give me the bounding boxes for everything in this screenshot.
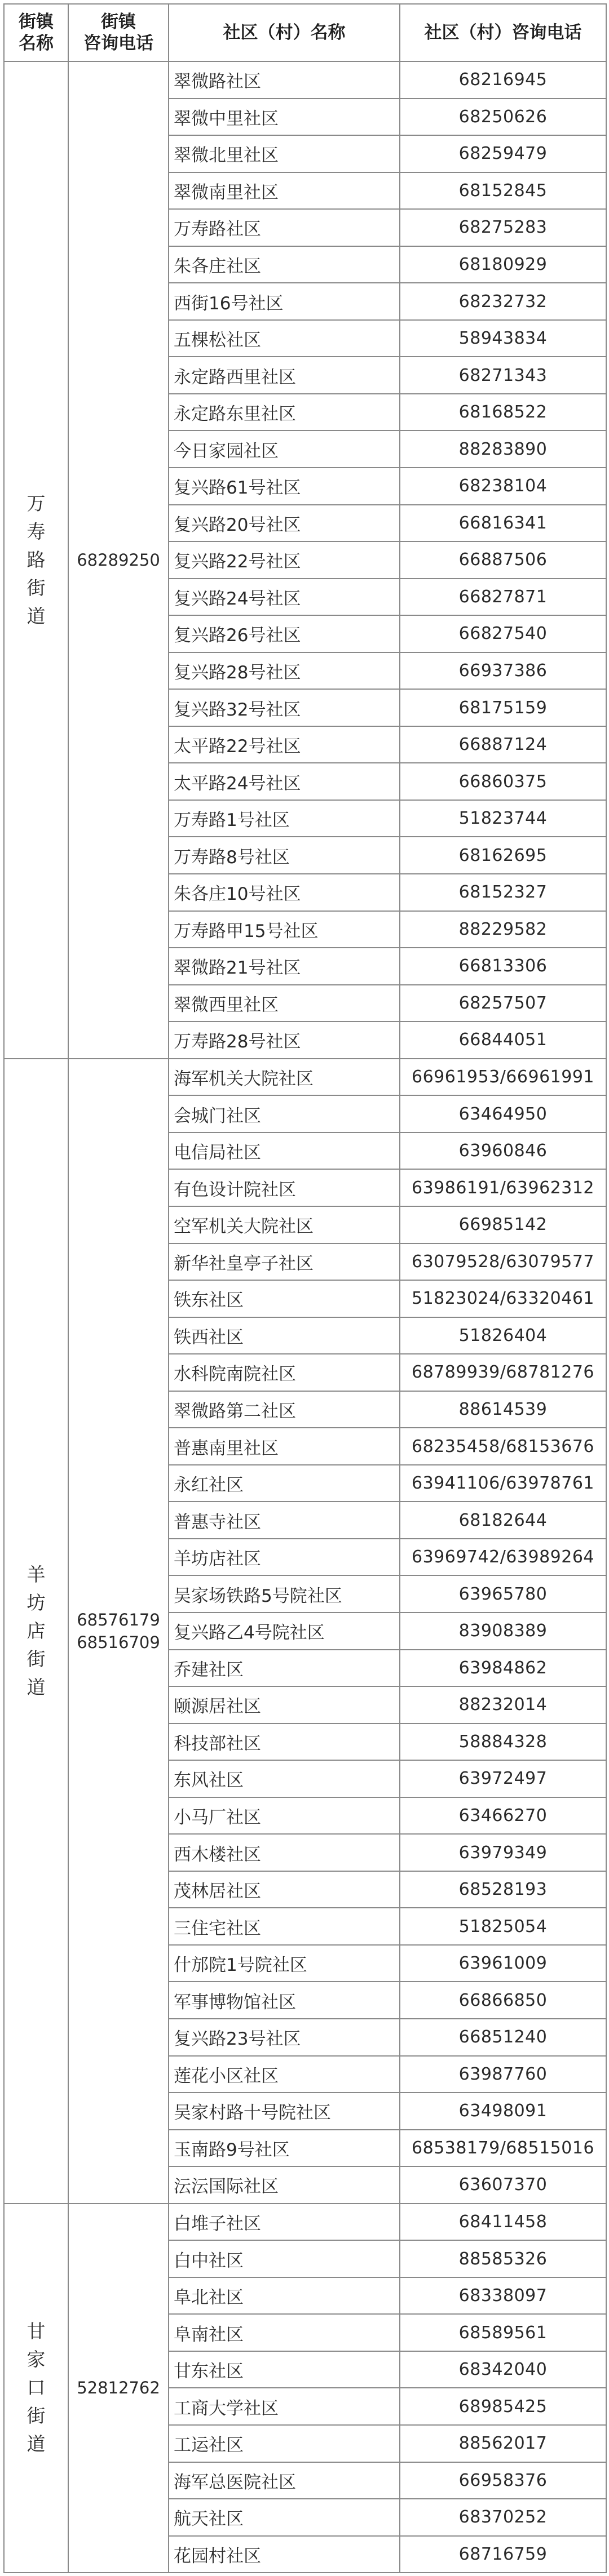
community-name: 白中社区 (169, 2240, 400, 2277)
community-phone: 63960846 (400, 1132, 606, 1170)
community-name: 复兴路22号社区 (169, 541, 400, 579)
community-phone: 68257507 (400, 985, 606, 1022)
district-name-cell (4, 1059, 68, 2204)
community-phone: 66866850 (400, 1982, 606, 2019)
community-name: 复兴路乙4号院社区 (169, 1613, 400, 1650)
community-phone: 66851240 (400, 2019, 606, 2056)
community-phone: 66860375 (400, 763, 606, 800)
community-phone: 66985142 (400, 1206, 606, 1243)
community-phone: 68175159 (400, 689, 606, 726)
community-phone: 68528193 (400, 1871, 606, 1908)
community-name: 科技部社区 (169, 1724, 400, 1761)
community-phone: 63965780 (400, 1575, 606, 1613)
community-name: 复兴路20号社区 (169, 505, 400, 542)
community-phone: 68238104 (400, 468, 606, 505)
district-name-char: 道 (27, 2433, 46, 2455)
community-phone: 66887506 (400, 541, 606, 579)
community-phone: 88283890 (400, 430, 606, 468)
community-name: 永定路东里社区 (169, 394, 400, 431)
community-name: 海军总医院社区 (169, 2462, 400, 2499)
community-name: 普惠寺社区 (169, 1502, 400, 1539)
community-name: 铁东社区 (169, 1280, 400, 1317)
community-name: 西街16号社区 (169, 283, 400, 320)
community-name: 复兴路26号社区 (169, 615, 400, 652)
community-name: 翠微路第二社区 (169, 1391, 400, 1428)
community-name: 吴家村路十号院社区 (169, 2093, 400, 2130)
community-name: 万寿路8号社区 (169, 837, 400, 874)
district-phone-cell (68, 61, 169, 1059)
district-name-char: 街 (27, 1647, 46, 1670)
table-body (4, 61, 606, 2573)
district-name-char: 家 (27, 2348, 46, 2371)
community-name: 军事博物馆社区 (169, 1982, 400, 2019)
community-phone: 68216945 (400, 61, 606, 99)
community-name: 朱各庄社区 (169, 246, 400, 283)
community-name: 工商大学社区 (169, 2388, 400, 2425)
community-name: 复兴路61号社区 (169, 468, 400, 505)
community-name: 万寿路社区 (169, 209, 400, 246)
community-name: 朱各庄10号社区 (169, 874, 400, 911)
community-name: 复兴路24号社区 (169, 579, 400, 616)
community-phone: 66827871 (400, 579, 606, 616)
community-phone: 88614539 (400, 1391, 606, 1428)
community-name: 普惠南里社区 (169, 1428, 400, 1465)
district-name-char: 街 (27, 576, 46, 599)
district-name-char: 寿 (27, 520, 46, 543)
community-name: 永定路西里社区 (169, 357, 400, 394)
district-name-char: 路 (27, 548, 46, 571)
community-name: 万寿路1号社区 (169, 800, 400, 837)
community-phone: 68589561 (400, 2314, 606, 2351)
district-phone: 68576179 (77, 1610, 160, 1629)
community-phone: 63972497 (400, 1760, 606, 1797)
community-name: 乔建社区 (169, 1650, 400, 1687)
community-phone: 88562017 (400, 2425, 606, 2462)
community-name: 太平路24号社区 (169, 763, 400, 800)
community-phone: 58884328 (400, 1724, 606, 1761)
community-phone: 66813306 (400, 948, 606, 985)
community-name: 航天社区 (169, 2499, 400, 2536)
community-phone: 63464950 (400, 1095, 606, 1132)
community-phone: 68168522 (400, 394, 606, 431)
community-name: 白堆子社区 (169, 2204, 400, 2241)
community-phone: 63941106/63978761 (400, 1465, 606, 1502)
community-name: 会城门社区 (169, 1095, 400, 1132)
community-phone: 68789939/68781276 (400, 1354, 606, 1391)
community-name: 翠微南里社区 (169, 172, 400, 210)
community-name: 吴家场铁路5号院社区 (169, 1575, 400, 1613)
community-name: 海军机关大院社区 (169, 1059, 400, 1096)
community-phone: 63984862 (400, 1650, 606, 1687)
community-name: 小马厂社区 (169, 1797, 400, 1835)
community-phone: 68716759 (400, 2536, 606, 2573)
community-phone: 68370252 (400, 2499, 606, 2536)
table-header-row (4, 4, 606, 61)
district-phone: 52812762 (77, 2378, 160, 2398)
community-phone: 68338097 (400, 2277, 606, 2315)
community-phone-table (3, 3, 607, 2573)
community-name: 万寿路甲15号社区 (169, 911, 400, 948)
district-phone-cell (68, 2204, 169, 2573)
district-phone-cell (68, 1059, 169, 2204)
community-name: 电信局社区 (169, 1132, 400, 1170)
table-row (4, 61, 606, 99)
community-name: 复兴路32号社区 (169, 689, 400, 726)
community-name: 羊坊店社区 (169, 1539, 400, 1576)
community-phone: 68271343 (400, 357, 606, 394)
community-name: 什邡院1号院社区 (169, 1945, 400, 1982)
community-phone: 63079528/63079577 (400, 1243, 606, 1281)
district-name-char: 道 (27, 605, 46, 627)
community-phone: 68250626 (400, 99, 606, 136)
community-phone: 66887124 (400, 726, 606, 763)
community-name: 西木楼社区 (169, 1834, 400, 1871)
community-name: 水科院南院社区 (169, 1354, 400, 1391)
community-phone: 63607370 (400, 2166, 606, 2204)
community-name: 莲花小区社区 (169, 2056, 400, 2093)
community-name: 今日家园社区 (169, 430, 400, 468)
community-phone: 66958376 (400, 2462, 606, 2499)
community-phone: 88585326 (400, 2240, 606, 2277)
community-phone: 68152845 (400, 172, 606, 210)
community-name: 空军机关大院社区 (169, 1206, 400, 1243)
community-phone: 68985425 (400, 2388, 606, 2425)
district-name-char: 口 (27, 2377, 46, 2399)
community-phone: 66844051 (400, 1021, 606, 1059)
community-name: 太平路22号社区 (169, 726, 400, 763)
community-phone: 63961009 (400, 1945, 606, 1982)
district-phone: 68516709 (77, 1632, 160, 1652)
community-phone: 63987760 (400, 2056, 606, 2093)
community-phone: 58943834 (400, 320, 606, 357)
community-name: 永红社区 (169, 1465, 400, 1502)
table-row (4, 2204, 606, 2241)
community-phone: 68259479 (400, 135, 606, 172)
header-district-phone: 街镇 咨询电话 (68, 4, 169, 61)
district-name-cell (4, 2204, 68, 2573)
community-name: 翠微西里社区 (169, 985, 400, 1022)
community-phone: 68180929 (400, 246, 606, 283)
community-phone: 63498091 (400, 2093, 606, 2130)
district-phone: 68289250 (77, 550, 160, 570)
community-phone: 51825054 (400, 1908, 606, 1945)
community-phone: 63979349 (400, 1834, 606, 1871)
community-name: 五棵松社区 (169, 320, 400, 357)
community-phone: 66816341 (400, 505, 606, 542)
community-phone: 68235458/68153676 (400, 1428, 606, 1465)
community-name: 阜南社区 (169, 2314, 400, 2351)
community-name: 甘东社区 (169, 2351, 400, 2388)
community-name: 三住宅社区 (169, 1908, 400, 1945)
community-phone: 68411458 (400, 2204, 606, 2241)
community-name: 花园村社区 (169, 2536, 400, 2573)
community-phone: 83908389 (400, 1613, 606, 1650)
header-district-name: 街镇 名称 (4, 4, 68, 61)
community-name: 颐源居社区 (169, 1686, 400, 1724)
district-name-char: 街 (27, 2405, 46, 2427)
community-phone: 68152327 (400, 874, 606, 911)
community-phone: 68538179/68515016 (400, 2130, 606, 2167)
district-name-char: 万 (27, 492, 46, 514)
community-phone: 68275283 (400, 209, 606, 246)
community-phone: 68182644 (400, 1502, 606, 1539)
header-community-phone: 社区（村）咨询电话 (400, 4, 606, 61)
community-name: 阜北社区 (169, 2277, 400, 2315)
table-row (4, 1059, 606, 1096)
community-name: 茂林居社区 (169, 1871, 400, 1908)
community-name: 东风社区 (169, 1760, 400, 1797)
community-name: 翠微北里社区 (169, 135, 400, 172)
community-phone: 68232732 (400, 283, 606, 320)
community-phone: 68162695 (400, 837, 606, 874)
community-phone: 63969742/63989264 (400, 1539, 606, 1576)
community-name: 翠微路21号社区 (169, 948, 400, 985)
community-name: 翠微中里社区 (169, 99, 400, 136)
community-name: 有色设计院社区 (169, 1169, 400, 1206)
community-name: 万寿路28号社区 (169, 1021, 400, 1059)
community-phone: 51826404 (400, 1317, 606, 1354)
community-phone: 63466270 (400, 1797, 606, 1835)
community-phone: 66961953/66961991 (400, 1059, 606, 1096)
district-name-char: 道 (27, 1676, 46, 1698)
community-name: 复兴路28号社区 (169, 652, 400, 690)
community-phone: 68342040 (400, 2351, 606, 2388)
community-name: 翠微路社区 (169, 61, 400, 99)
community-phone: 51823024/63320461 (400, 1280, 606, 1317)
community-name: 工运社区 (169, 2425, 400, 2462)
community-name: 复兴路23号社区 (169, 2019, 400, 2056)
community-phone: 66937386 (400, 652, 606, 690)
community-phone: 88229582 (400, 911, 606, 948)
community-phone: 66827540 (400, 615, 606, 652)
community-phone: 51823744 (400, 800, 606, 837)
header-community-name: 社区（村）名称 (169, 4, 400, 61)
district-name-char: 店 (27, 1619, 46, 1642)
community-phone: 63986191/63962312 (400, 1169, 606, 1206)
community-phone: 88232014 (400, 1686, 606, 1724)
community-name: 沄沄国际社区 (169, 2166, 400, 2204)
district-name-char: 坊 (27, 1591, 46, 1614)
district-name-char: 甘 (27, 2320, 46, 2343)
community-name: 铁西社区 (169, 1317, 400, 1354)
district-name-cell (4, 61, 68, 1059)
district-name-char: 羊 (27, 1563, 46, 1585)
community-name: 玉南路9号社区 (169, 2130, 400, 2167)
community-name: 新华社皇亭子社区 (169, 1243, 400, 1281)
